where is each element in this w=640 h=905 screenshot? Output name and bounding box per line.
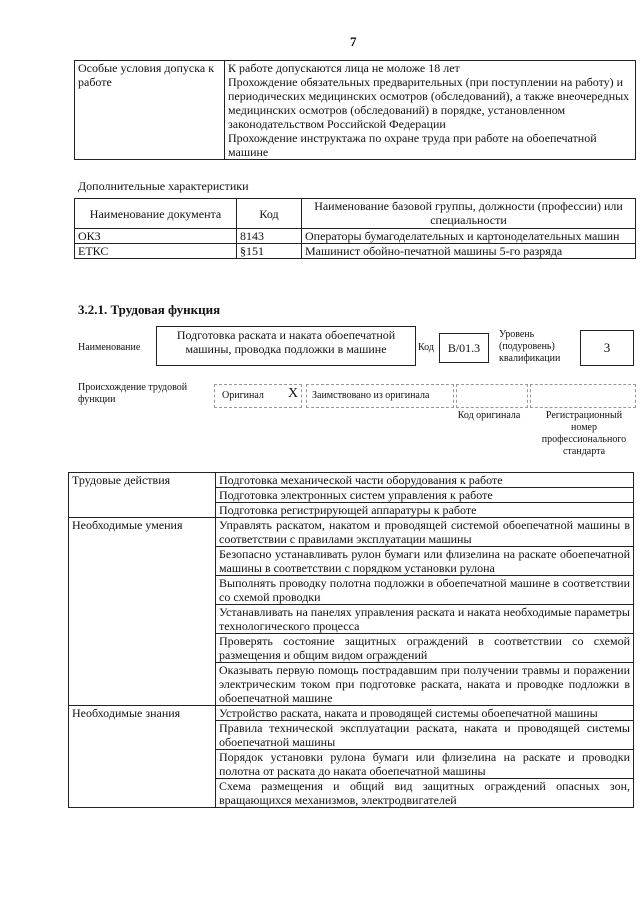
row-code: 8143 [237, 229, 302, 244]
function-heading: 3.2.1. Трудовая функция [78, 302, 221, 317]
origin-label: Происхождение трудовой функции [78, 382, 188, 405]
skills-label: Необходимые умения [69, 518, 216, 706]
knowledge-item: Схема размещения и общий вид защитных ограждений опасных зон, вращающихся механизмов, электродвигателей [216, 779, 634, 808]
row-doc: ЕТКС [75, 244, 237, 259]
skill-item: Выполнять проводку полотна подложки в обоепечатной машине в соответствии со схемой проводки [216, 576, 634, 605]
function-code-box [439, 333, 489, 363]
level-value: 3 [603, 340, 611, 355]
skill-item: Оказывать первую помощь пострадавшим при получении травмы и поражении электрическим током при подготовке раската, наката и проводке подложки в обоепечатной машине [216, 663, 634, 706]
name-label: Наименование [78, 342, 141, 353]
level-box [580, 330, 634, 366]
header-group: Наименование базовой группы, должности (профессии) или специальности [302, 199, 636, 229]
table-row [69, 706, 634, 721]
header-document: Наименование документа [75, 199, 237, 229]
row-name: Машинист обойно-печатной машины 5-го разряда [302, 244, 636, 259]
additional-heading: Дополнительные характеристики [78, 179, 249, 193]
special-conditions-label: Особые условия допуска к работе [75, 61, 225, 160]
action-item: Подготовка механической части оборудования к работе [216, 473, 634, 488]
table-row [75, 244, 636, 259]
orig-code-cell [456, 384, 528, 408]
borrowed-label: Заимствовано из оригинала [312, 390, 430, 401]
knowledge-item: Порядок установки рулона бумаги или флизелина на раскате и проводки полотна от раската до наката обоепечатной машины [216, 750, 634, 779]
knowledge-item: Устройство раската, наката и проводящей системы обоепечатной машины [216, 706, 634, 721]
skill-item: Управлять раскатом, накатом и проводящей системой обоепечатной машины в соответствии с правилами эксплуатации машины [216, 518, 634, 547]
skill-item: Устанавливать на панелях управления раската и наката необходимые параметры технологического процесса [216, 605, 634, 634]
function-name: Подготовка раската и наката обоепечатной машины, проводка подложки в машине [176, 328, 396, 356]
header-code: Код [237, 199, 302, 229]
row-name: Операторы бумагоделательных и картоноделательных машин [302, 229, 636, 244]
table-row [69, 473, 634, 488]
row-doc: ОКЗ [75, 229, 237, 244]
skill-item: Безопасно устанавливать рулон бумаги или флизелина на раскате обоепечатной машины в соответствии с порядком установки рулона [216, 547, 634, 576]
special-conditions-table [74, 60, 636, 160]
actions-label: Трудовые действия [69, 473, 216, 518]
orig-code-caption: Код оригинала [457, 410, 521, 421]
function-name-box [156, 326, 416, 366]
condition-medical: Прохождение обязательных предварительных (при поступлении на работу) и периодических медицинских осмотров (обследований), а также внеочередных медицинских осмотров (обследований) в порядке, установленном законодательством Российской Федерации [228, 75, 630, 131]
level-label: Уровень (подуровень) квалификации [499, 329, 561, 364]
table-row [69, 518, 634, 547]
table-row [75, 229, 636, 244]
row-code: §151 [237, 244, 302, 259]
page-number: 7 [350, 34, 357, 49]
reg-number-caption: Регистрационный номер профессионального стандарта [541, 410, 627, 457]
details-table [68, 472, 634, 808]
action-item: Подготовка электронных систем управления к работе [216, 488, 634, 503]
condition-age: К работе допускаются лица не моложе 18 лет [228, 61, 460, 75]
original-mark: X [288, 386, 299, 401]
original-label: Оригинал [222, 390, 264, 401]
action-item: Подготовка регистрирующей аппаратуры к работе [216, 503, 634, 518]
reg-number-cell [530, 384, 636, 408]
code-label: Код [418, 342, 434, 353]
additional-table [74, 198, 636, 259]
function-code: В/01.3 [447, 341, 481, 355]
skill-item: Проверять состояние защитных ограждений в соответствии со схемой размещения и общим видом ограждений [216, 634, 634, 663]
knowledge-label: Необходимые знания [69, 706, 216, 808]
special-conditions-value [225, 61, 636, 160]
knowledge-item: Правила технической эксплуатации раската, наката и проводящей системы обоепечатной машины [216, 721, 634, 750]
condition-instruction: Прохождение инструктажа по охране труда при работе на обоепечатной машине [228, 131, 597, 159]
